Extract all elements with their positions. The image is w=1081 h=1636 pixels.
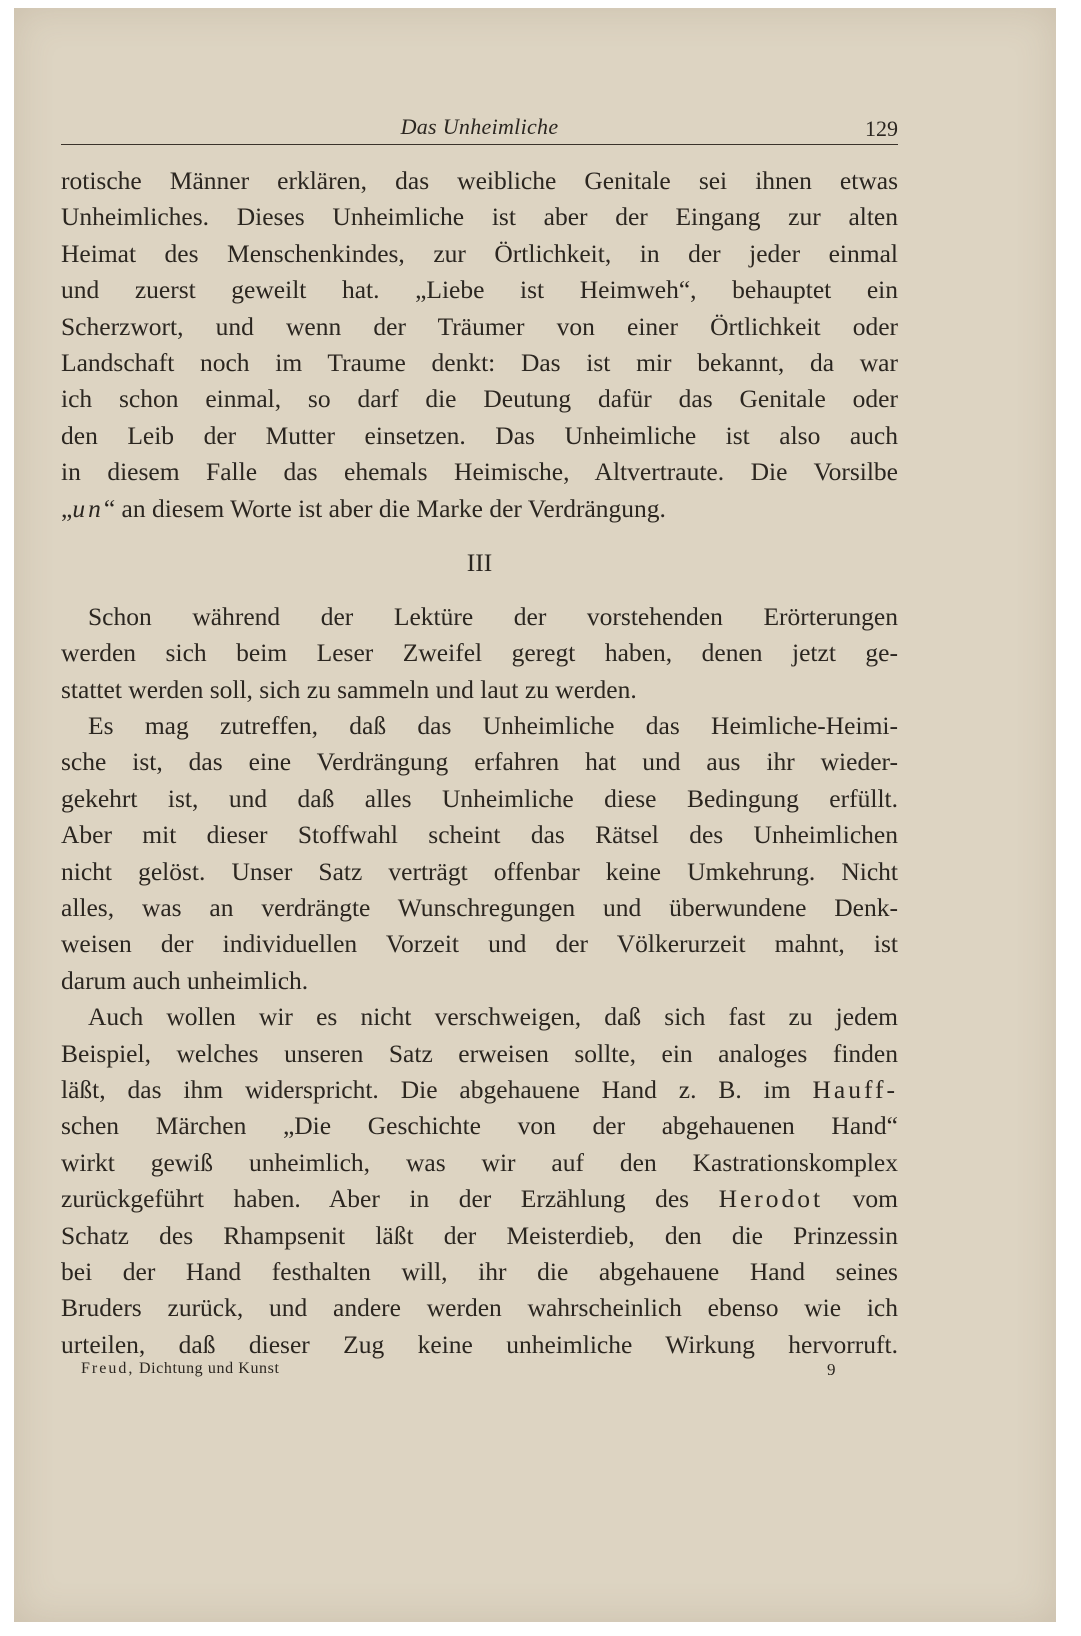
text-line: darum auch unheimlich.	[61, 965, 309, 995]
footer-imprint	[81, 1360, 280, 1378]
text-line: Beispiel, welches unseren Satz erweisen sollte, ein analoges finden	[61, 1038, 898, 1068]
text-line: in diesem Falle das ehemals Heimische, Altvertraute. Die Vorsilbe	[61, 457, 898, 487]
text-line: stattet werden soll, sich zu sammeln und laut zu werden.	[61, 674, 637, 704]
text-line	[61, 1181, 898, 1217]
text-line: Heimat des Menschenkindes, zur Örtlichkeit, in der jeder einmal	[61, 238, 898, 268]
body-text	[61, 163, 898, 1363]
line-part: läßt, das ihm widerspricht. Die abgehauene Hand z. B. im	[61, 1074, 813, 1104]
text-line: Landschaft noch im Traume denkt: Das ist mir bekannt, da war	[61, 347, 898, 377]
text-line: alles, was an verdrängte Wunschregungen und überwundene Denk-	[61, 893, 898, 923]
text-line	[61, 1072, 898, 1108]
spaced-name-herodot: Herodot	[718, 1184, 824, 1214]
text-line: werden sich beim Leser Zweifel geregt haben, denen jetzt ge-	[61, 638, 898, 668]
footer-author: Freud,	[81, 1360, 135, 1377]
text-line	[61, 491, 898, 527]
text-line: weisen der individuellen Vorzeit und der Völkerurzeit mahnt, ist	[61, 929, 898, 959]
text-line: nicht gelöst. Unser Satz verträgt offenbar keine Umkehrung. Nicht	[61, 856, 898, 886]
running-title: Das Unheimliche	[400, 114, 559, 139]
text-line: urteilen, daß dieser Zug keine unheimliche Wirkung hervorruft.	[61, 1329, 898, 1359]
text-line: Schatz des Rhampsenit läßt der Meisterdieb, den die Prinzessin	[61, 1220, 898, 1250]
footer-book: Dichtung und Kunst	[138, 1360, 280, 1377]
text-line: und zuerst geweilt hat. „Liebe ist Heimweh“, behauptet ein	[61, 275, 898, 305]
header-rule	[61, 144, 898, 145]
line-part: zurückgeführt haben. Aber in der Erzählung des	[61, 1184, 719, 1214]
text-line: Schon während der Lektüre der vorstehenden Erörterungen	[88, 601, 898, 631]
text-line: Aber mit dieser Stoffwahl scheint das Rätsel des Unheimlichen	[61, 820, 898, 850]
text-line: bei der Hand festhalten will, ihr die abgehauene Hand seines	[61, 1256, 898, 1286]
text-line: Auch wollen wir es nicht verschweigen, daß sich fast zu jedem	[88, 1002, 898, 1032]
text-line: Bruders zurück, und andere werden wahrscheinlich ebenso wie ich	[61, 1293, 898, 1323]
text-line: gekehrt ist, und daß alles Unheimliche diese Bedingung erfüllt.	[61, 783, 898, 813]
text-line: Unheimliches. Dieses Unheimliche ist aber der Eingang zur alten	[61, 202, 898, 232]
text-line: Es mag zutreffen, daß das Unheimliche das Heimliche-Heimi-	[88, 711, 898, 741]
line-part: vom	[823, 1184, 898, 1214]
text-line: wirkt gewiß unheimlich, was wir auf den Kastrationskomplex	[61, 1147, 898, 1177]
open-quote: „	[61, 493, 73, 523]
text-line: sche ist, das eine Verdrängung erfahren hat und aus ihr wieder-	[61, 747, 898, 777]
text-line: schen Märchen „Die Geschichte von der abgehauenen Hand“	[61, 1111, 898, 1141]
page-number: 129	[865, 116, 898, 141]
text-line: rotische Männer erklären, das weibliche Genitale sei ihnen etwas	[61, 166, 898, 195]
spaced-name-hauff: Hauff-	[812, 1074, 898, 1104]
italic-prefix: un	[72, 493, 104, 523]
section-heading: III	[466, 547, 493, 577]
running-header	[61, 112, 898, 144]
line-rest: “ an diesem Worte ist aber die Marke der Verdrängung.	[103, 493, 666, 523]
book-page	[14, 8, 1056, 1622]
text-line: ich schon einmal, so darf die Deutung dafür das Genitale oder	[61, 384, 898, 414]
text-line: Scherzwort, und wenn der Träumer von einer Örtlichkeit oder	[61, 311, 898, 341]
text-line: den Leib der Mutter einsetzen. Das Unheimliche ist also auch	[61, 420, 898, 450]
signature-mark: 9	[827, 1360, 836, 1379]
signature-footer	[61, 1360, 898, 1388]
